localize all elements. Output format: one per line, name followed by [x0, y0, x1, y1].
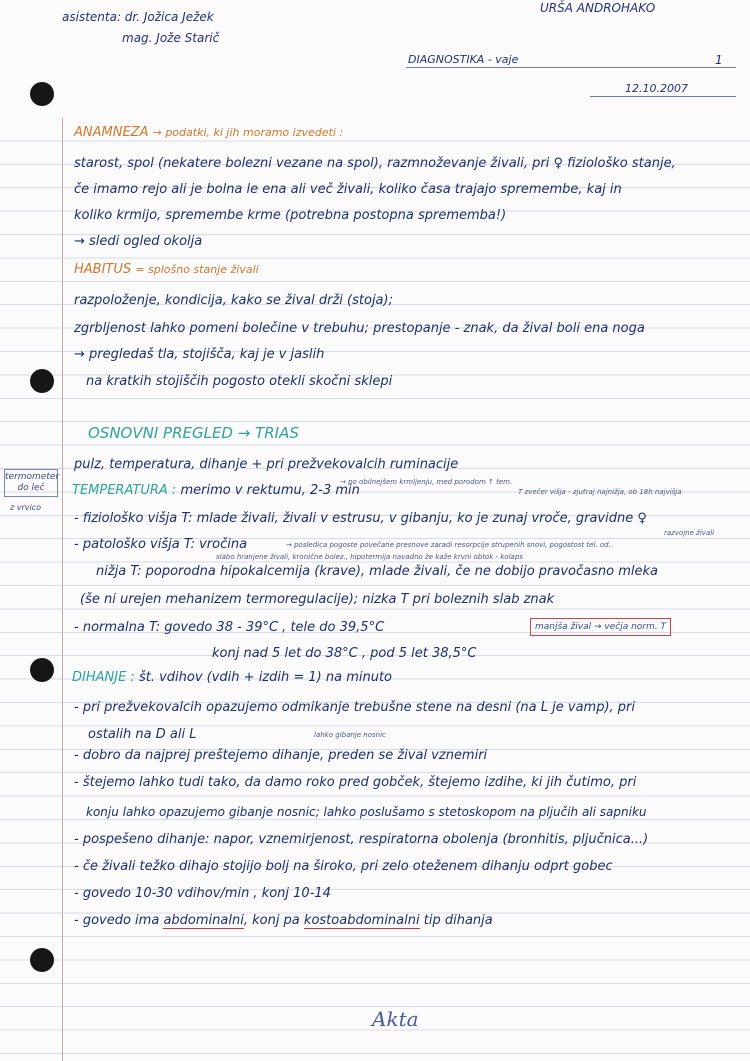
- assistant2-line: mag. Jože Starič: [122, 31, 220, 45]
- punch-hole: [30, 369, 54, 393]
- margin-line: [62, 118, 63, 1061]
- temperatura-title: TEMPERATURA :: [72, 483, 177, 498]
- section-osnovni-title: OSNOVNI PREGLED → TRIAS: [88, 424, 299, 442]
- text-part: - govedo ima: [74, 913, 160, 928]
- dihanje-text: št. vdihov (vdih + izdih = 1) na minuto: [138, 670, 393, 685]
- anamneza-title: ANAMNEZA: [74, 125, 149, 140]
- punch-hole: [30, 658, 54, 682]
- side-note-line: termometer: [5, 472, 60, 482]
- text-line: - pri prežvekovalcih opazujemo odmikanje trebušne stene na desni (na L je vamp), pri: [74, 700, 636, 715]
- text-line: - dobro da najprej preštejemo dihanje, preden se žival vznemiri: [74, 748, 488, 763]
- text-line: razpoloženje, kondicija, kako se žival drži (stoja);: [74, 293, 393, 308]
- text-line: - govedo 10-30 vdihov/min , konj 10-14: [74, 886, 331, 901]
- habitus-title: HABITUS: [74, 262, 132, 277]
- habitus-subtitle: = splošno stanje živali: [135, 263, 259, 276]
- side-note-line: do leč: [17, 483, 45, 493]
- author-name: URŠA ANDROHAKO: [540, 1, 656, 15]
- text-line: če imamo rejo ali je bolna le ena ali več živali, koliko časa trajajo spremembe, kaj in: [74, 182, 622, 197]
- date-rule: [590, 96, 736, 97]
- text-line: zgrbljenost lahko pomeni bolečine v trebuhu; prestopanje - znak, da žival boli ena noga: [74, 321, 645, 336]
- highlight-kostoabdominalni: kostoabdominalni: [303, 913, 420, 928]
- text-line: pulz, temperatura, dihanje + pri prežvekovalcih ruminacije: [74, 457, 459, 472]
- text-line: - štejemo lahko tudi tako, da damo roko pred gobček, štejemo izdihe, ki jih čutimo, pri: [74, 775, 637, 790]
- text-line: → pregledaš tla, stojišča, kaj je v jaslih: [74, 347, 325, 362]
- anamneza-subtitle: → podatki, ki jih moramo izvedeti :: [152, 126, 344, 139]
- text-part: tip dihanja: [423, 913, 493, 928]
- brand-logo: Akta: [372, 1007, 419, 1031]
- assistants-line: asistenta: dr. Jožica Ježek: [62, 10, 214, 24]
- text-line: koliko krmijo, spremembe krme (potrebna postopna sprememba!): [74, 208, 507, 223]
- section-habitus: [74, 262, 259, 278]
- annotation: razvojne živali: [664, 529, 715, 537]
- text-line: na kratkih stojiščih pogosto otekli skočni sklepi: [86, 374, 393, 389]
- text-line: - normalna T: govedo 38 - 39°C , tele do 39,5°C: [74, 620, 385, 635]
- text-line: - patološko višja T: vročina: [74, 537, 248, 552]
- text-line: ostalih na D ali L: [88, 727, 197, 742]
- text-line: starost, spol (nekatere bolezni vezane na spol), razmnoževanje živali, pri ♀ fiziološko stanje,: [74, 156, 676, 171]
- date: 12.10.2007: [625, 82, 688, 95]
- annotation: lahko gibanje nosnic: [314, 731, 386, 739]
- header-rule: [406, 67, 736, 68]
- text-line: → sledi ogled okolja: [74, 234, 203, 249]
- text-line: (še ni urejen mehanizem termoregulacije); nizka T pri boleznih slab znak: [80, 592, 555, 607]
- annotation: → po obilnejšem krmljenju, med porodom ↑ tem.: [340, 478, 513, 486]
- punch-hole: [30, 82, 54, 106]
- temperatura-line: [72, 483, 360, 499]
- text-line: konj nad 5 let do 38°C , pod 5 let 38,5°C: [212, 646, 477, 661]
- section-anamneza: [74, 125, 343, 141]
- page-number: 1: [715, 53, 723, 67]
- side-note: [4, 469, 58, 497]
- highlight-abdominalni: abdominalni: [163, 913, 244, 928]
- text-line: - če živali težko dihajo stojijo bolj na široko, pri zelo oteženem dihanju odprt gobec: [74, 859, 613, 874]
- dihanje-title: DIHANJE :: [72, 670, 135, 685]
- subject-title: DIAGNOSTIKA - vaje: [408, 53, 519, 66]
- annotation: T zvečer višja - zjutraj najnižja, ob 18h najvišja: [518, 488, 682, 496]
- text-line: konju lahko opazujemo gibanje nosnic; lahko poslušamo s stetoskopom na pljučih ali sapniku: [86, 805, 647, 819]
- text-line: - fiziološko višja T: mlade živali, živali v estrusu, v gibanju, ko je zunaj vroče, gravidne ♀: [74, 511, 647, 526]
- text-line: [74, 913, 493, 929]
- text-line: - pospešeno dihanje: napor, vznemirjenost, respiratorna obolenja (bronhitis, pljučnica...): [74, 832, 649, 847]
- text-line: nižja T: poporodna hipokalcemija (krave), mlade živali, če ne dobijo pravočasno mleka: [96, 564, 658, 579]
- dihanje-line: [72, 670, 392, 686]
- temperatura-text: merimo v rektumu, 2-3 min: [180, 483, 360, 498]
- boxed-note: manjša žival → večja norm. T: [530, 618, 671, 636]
- annotation: slabo hranjene živali, kronične bolez., hipotermija navadno že kaže krvni obtok - kolaps: [216, 553, 523, 561]
- punch-hole: [30, 948, 54, 972]
- annotation: → posledica pogoste povečane presnove zaradi resorpcije strupenih snovi, pogostost tel. od.: [286, 541, 611, 549]
- side-note-line: z vrvico: [10, 503, 42, 512]
- text-part: , konj pa: [243, 913, 300, 928]
